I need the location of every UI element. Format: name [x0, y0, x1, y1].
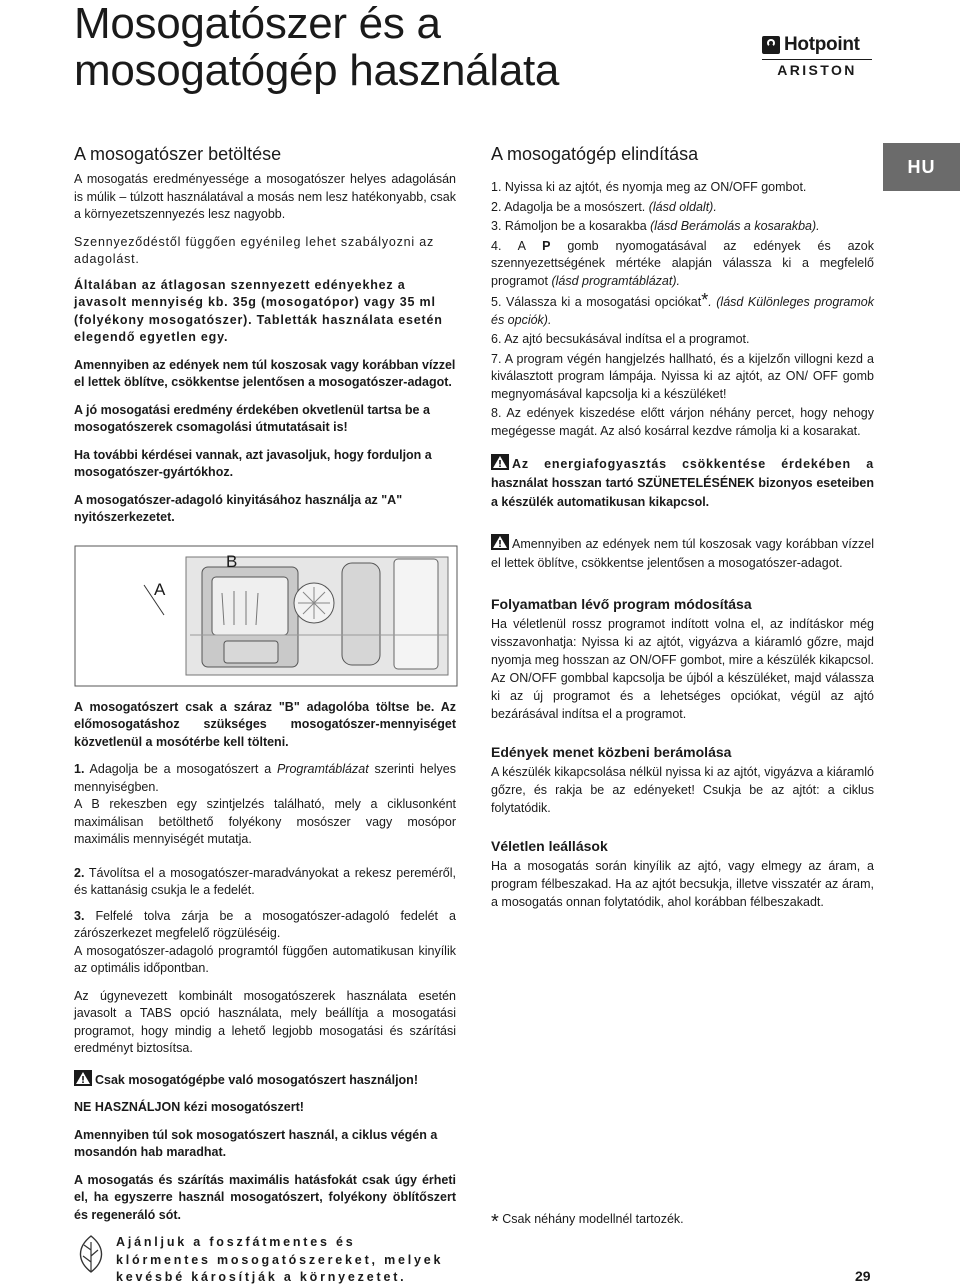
start-step-7: 7. A program végén hangjelzés hallható, és a kijelzőn villogni kezd a kiválasztott program lámpája. Nyissa ki az ajtót, az ON/ OFF gomb megnyomásával kapcsolja ki a készüléket! [491, 351, 874, 401]
warning-detergent: Csak mosogatógépbe való mosogatószert használjon! [74, 1070, 456, 1090]
section-heading-detergent: A mosogatószer betöltése [74, 144, 282, 164]
paragraph-stop: Ha a mosogatás során kinyílik az ajtó, vagy elmegy az áram, a program félbeszakad. Ha az ajtót becsukja, illetve visszatér az áram, a mosogatás onnan folytatódik, ahol korábban félbeszakadt. [491, 859, 874, 909]
paragraph: A mosogatás és szárítás maximális hatásfokát csak úgy érheti el, ha egyszerre használ mosogatószert, folyékony öblítőszert és regeneráló sót. [74, 1172, 456, 1222]
start-step-6: 6. Az ajtó becsukásával indítsa el a programot. [491, 332, 750, 346]
paragraph: NE HASZNÁLJON kézi mosogatószert! [74, 1100, 304, 1114]
start-step-5: 5. Válassza ki a mosogatási opciókat*. (lásd Különleges programok és opciók). [491, 290, 874, 327]
detergent-dispenser-figure [74, 545, 458, 687]
right-column [491, 143, 874, 919]
hotpoint-mark-icon [762, 36, 780, 54]
paragraph: Ha további kérdései vannak, azt javasoljuk, hogy forduljon a mosogatószer-gyártókhoz. [74, 447, 432, 479]
page-number: 29 [855, 1268, 871, 1284]
intro-paragraph: A mosogatás eredményessége a mosogatószer helyes adagolásán is múlik – túlzott használatával a mosás nem lesz hatékonyabb, csak a környezetszennyezés lesz nagyobb. [74, 172, 456, 221]
paragraph: Szennyeződéstől függően egyénileg lehet szabályozni az adagolást. [74, 234, 435, 266]
title-line-2: mosogatógép használata [74, 46, 560, 95]
paragraph-modify: Ha véletlenül rossz programot indított volna el, az indításkor még visszavonhatja: Nyissa ki az ajtót, vigyázva a kiáramló gőzre, majd nyomja meg hosszan az ON/OFF gombot, mire a készülék kikapcsol. Az ON/OFF gombbal kapcsolja be újból a készüléket, majd válassza ki az új programot és a lehetséges opciókat, végül az ajtó bezárásával indítsa el a programot. [491, 617, 874, 721]
paragraph: A jó mosogatási eredmény érdekében okvetlenül tartsa be a mosogatószerek csomagolási útmutatásait is! [74, 402, 430, 434]
paragraph: Amennyiben az edények nem túl koszosak vagy korábban vízzel el lettek öblítve, csökkentse jelentősen a mosogatószer-adagot. [74, 357, 456, 389]
page-title [74, 0, 559, 94]
leaf-icon [74, 1234, 108, 1274]
brand-name: Hotpoint [784, 34, 860, 55]
paragraph: Amennyiben túl sok mosogatószert használ, a ciklus végén a mosandón hab maradhat. [74, 1127, 438, 1159]
left-column [74, 143, 456, 1287]
figure-label-b: B [226, 551, 238, 571]
step-3: 3. Felfelé tolva zárja be a mosogatószer-adagoló fedelét a zárószerkezet megfelelő rögzüléséig. [74, 908, 456, 940]
step-3-detail: A mosogatószer-adagoló programtól függően automatikusan kinyílik az optimális időpontban. [74, 943, 456, 975]
footnote: * Csak néhány modellnél tartozék. [491, 1211, 684, 1233]
dispenser-illustration [74, 545, 458, 687]
warning-icon [74, 1070, 92, 1086]
start-step-4: 4. A P gomb nyomogatásával az edények és azok szennyezettségének mértéke alapján válassza ki a megfelelő programot (lásd programtáblázat). [491, 238, 874, 288]
warning-icon [491, 454, 509, 470]
paragraph: A mosogatószer-adagoló kinyitásához használja az "A" nyitószerkezetet. [74, 492, 403, 524]
step-1-detail: A B rekeszben egy szintjelzés található, mely a ciklusonként maximálisan betölthető folyékony mosószer vagy mosópor maximális mennyiségét mutatja. [74, 797, 456, 846]
brand-subname: ARISTON [762, 59, 872, 78]
brand-logo [762, 34, 872, 78]
warning-energy: Az energiafogyasztás csökkentése érdekében a használat hosszan tartó SZÜNETELÉSÉNEK bizonyos eseteiben a készülék automatikusan kikapcsol. [491, 454, 874, 512]
heading-add-dishes: Edények menet közbeni berámolása [491, 744, 732, 760]
paragraph: A mosogatószert csak a száraz "B" adagolóba töltse be. Az előmosogatáshoz szükséges mosogatószer-mennyiséget közvetlenül a mosótérbe kell tölteni. [74, 699, 456, 749]
paragraph: Általában az átlagosan szennyezett edényekhez a javasolt mennyiség kb. 35g (mosogatópor) vagy 35 ml (folyékony mosogatószer). Tabletták használata esetén elegendő egyetlen egy. [74, 277, 443, 344]
heading-accidental-stop: Véletlen leállások [491, 838, 608, 854]
paragraph-add: A készülék kikapcsolása nélkül nyissa ki az ajtót, vigyázva a kiáramló gőzre, és rakja be az edényeket! Csukja be az ajtót: a ciklus folytatódik. [491, 765, 874, 815]
eco-text: Ajánljuk a foszfátmentes és klórmentes mosogatószereket, melyek kevésbé károsítják a környezetet. [116, 1235, 444, 1284]
language-tab: HU [883, 143, 960, 191]
paragraph: Az úgynevezett kombinált mosogatószerek használata esetén javasolt a TABS opció használata, mely beállítja a mosogatási programot, hogy mindig a lehető legjobb mosogatási és szárítási eredményt biztosítsa. [74, 988, 456, 1055]
figure-label-a: A [154, 579, 166, 599]
section-heading-start: A mosogatógép elindítása [491, 144, 699, 164]
heading-modify-program: Folyamatban lévő program módosítása [491, 596, 752, 612]
start-step-8: 8. Az edények kiszedése előtt várjon néhány percet, hogy nehogy megégesse magát. Az alsó kosárral kezdve rámolja ki a kosarakat. [491, 406, 874, 438]
title-line-1: Mosogatószer és a [74, 0, 441, 48]
step-2: 2. Távolítsa el a mosogatószer-maradványokat a rekesz pereméről, és kattanásig csukja le a fedelét. [74, 865, 456, 897]
start-step-1: 1. Nyissa ki az ajtót, és nyomja meg az ON/OFF gombot. [491, 180, 807, 194]
warning-icon [491, 534, 509, 550]
eco-note [74, 1234, 456, 1287]
start-step-2: 2. Adagolja be a mosószert. (lásd oldalt). [491, 199, 717, 214]
start-step-3: 3. Rámoljon be a kosarakba (lásd Berámolás a kosarakba). [491, 219, 820, 233]
step-1: 1. Adagolja be a mosogatószert a Programtáblázat szerinti helyes mennyiségben. [74, 762, 456, 794]
warning-rinse: Amennyiben az edények nem túl koszosak vagy korábban vízzel el lettek öblítve, csökkentse jelentősen a mosogatószer-adagot. [491, 534, 874, 573]
